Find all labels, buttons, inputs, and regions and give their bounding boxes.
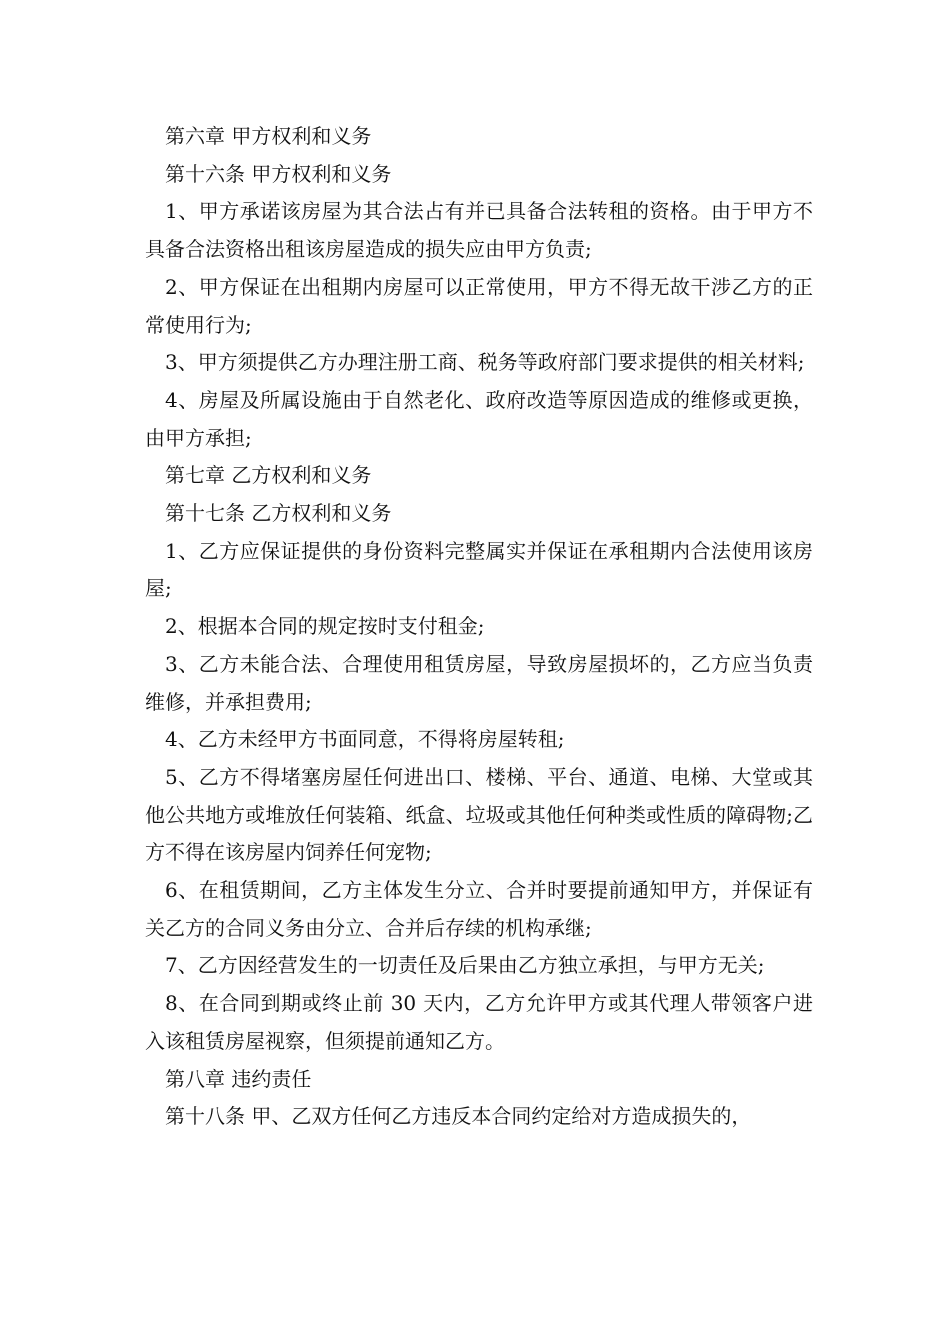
article-17-clause-7: 7、乙方因经营发生的一切责任及后果由乙方独立承担，与甲方无关; [165, 953, 765, 978]
chapter-6-heading: 第六章 甲方权利和义务 [165, 124, 372, 148]
document-page [145, 118, 813, 1136]
article-16-clause-4: 4、房屋及所属设施由于自然老化、政府改造等原因造成的维修或更换，由甲方承担; [145, 387, 813, 450]
chapter-8-heading: 第八章 违约责任 [165, 1066, 312, 1091]
article-17-clause-6: 6、在租赁期间，乙方主体发生分立、合并时要提前通知甲方，并保证有关乙方的合同义务由分立、合并后存续的机构承继; [145, 878, 813, 940]
article-17-heading: 第十七条 乙方权利和义务 [165, 501, 392, 526]
article-16-heading: 第十六条 甲方权利和义务 [165, 161, 392, 186]
article-18-text: 第十八条 甲、乙双方任何乙方违反本合同约定给对方造成损失的， [165, 1104, 752, 1129]
chapter-7-heading: 第七章 乙方权利和义务 [165, 463, 372, 488]
article-17-clause-2: 2、根据本合同的规定按时支付租金; [165, 614, 485, 639]
article-17-clause-5: 5、乙方不得堵塞房屋任何进出口、楼梯、平台、通道、电梯、大堂或其他公共地方或堆放任何装箱、纸盒、垃圾或其他任何种类或性质的障碍物;乙方不得在该房屋内饲养任何宠物; [145, 764, 813, 865]
article-17-clause-3: 3、乙方未能合法、合理使用租赁房屋，导致房屋损坏的，乙方应当负责维修，并承担费用; [145, 651, 813, 714]
article-17-clause-1: 1、乙方应保证提供的身份资料完整属实并保证在承租期内合法使用该房屋; [145, 538, 813, 601]
article-16-clause-1: 1、甲方承诺该房屋为其合法占有并已具备合法转租的资格。由于甲方不具备合法资格出租该房屋造成的损失应由甲方负责; [145, 199, 813, 262]
article-17-clause-4: 4、乙方未经甲方书面同意，不得将房屋转租; [165, 727, 565, 752]
article-16-clause-2: 2、甲方保证在出租期内房屋可以正常使用，甲方不得无故干涉乙方的正常使用行为; [145, 274, 813, 337]
article-16-clause-3: 3、甲方须提供乙方办理注册工商、税务等政府部门要求提供的相关材料; [165, 350, 805, 375]
article-17-clause-8: 8、在合同到期或终止前 30 天内，乙方允许甲方或其代理人带领客户进入该租赁房屋视察，但须提前通知乙方。 [145, 991, 813, 1053]
